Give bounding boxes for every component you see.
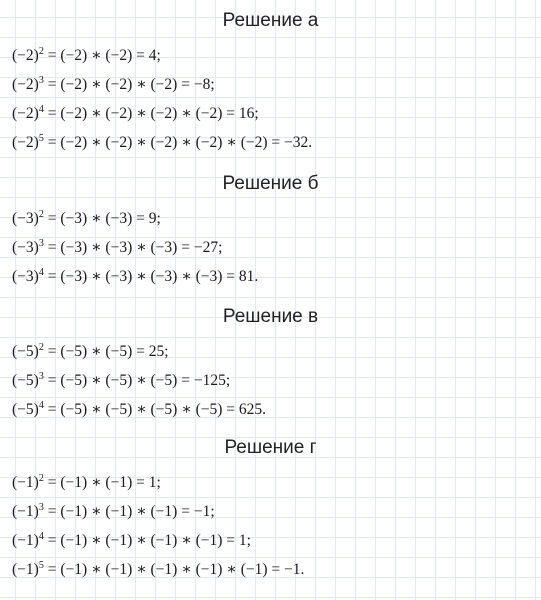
power-base: (−1) [12,532,39,549]
equation-line [0,366,541,395]
equation-rhs: = (−2) ∗ (−2) ∗ (−2) ∗ (−2) ∗ (−2) = −32. [43,134,313,151]
power-exponent: 2 [38,342,44,353]
equation-rhs: = (−1) ∗ (−1) = 1; [43,474,161,491]
power-base: (−3) [12,239,39,256]
power-base: (−5) [12,343,39,360]
power-exponent: 2 [38,46,44,57]
equation-rhs: = (−5) ∗ (−5) ∗ (−5) ∗ (−5) = 625. [43,401,267,418]
solution-section-a [0,8,541,157]
equation-list [0,468,541,584]
equation-rhs: = (−2) ∗ (−2) ∗ (−2) ∗ (−2) = 16; [43,105,259,122]
power-exponent: 5 [38,133,44,144]
solution-section-g [0,435,541,584]
power-exponent: 3 [38,75,44,86]
equation-line [0,468,541,497]
power-exponent: 4 [38,531,44,542]
power-base: (−5) [12,372,39,389]
power-exponent: 3 [38,502,44,513]
power-base: (−1) [12,561,39,578]
power-base: (−2) [12,134,39,151]
power-exponent: 3 [38,371,44,382]
equation-line [0,555,541,584]
power-exponent: 4 [38,104,44,115]
equation-line [0,41,541,70]
equation-line [0,128,541,157]
section-heading: Решение в [222,306,319,327]
power-base: (−1) [12,474,39,491]
equation-rhs: = (−3) ∗ (−3) = 9; [43,210,161,227]
power-base: (−5) [12,401,39,418]
equation-rhs: = (−3) ∗ (−3) ∗ (−3) ∗ (−3) = 81. [43,268,259,285]
equation-list [0,41,541,157]
equation-rhs: = (−2) ∗ (−2) = 4; [43,47,161,64]
equation-line [0,395,541,424]
equation-line [0,337,541,366]
equation-line [0,526,541,555]
equation-line [0,262,541,291]
solution-section-v [0,304,541,424]
equation-rhs: = (−1) ∗ (−1) ∗ (−1) = −1; [43,503,215,520]
solution-section-b [0,171,541,291]
power-exponent: 5 [38,560,44,571]
equation-rhs: = (−5) ∗ (−5) = 25; [43,343,169,360]
power-exponent: 4 [38,400,44,411]
equation-list [0,204,541,291]
equation-rhs: = (−2) ∗ (−2) ∗ (−2) = −8; [43,76,215,93]
power-base: (−2) [12,47,39,64]
equation-rhs: = (−1) ∗ (−1) ∗ (−1) ∗ (−1) ∗ (−1) = −1. [43,561,305,578]
power-base: (−2) [12,105,39,122]
power-base: (−1) [12,503,39,520]
power-exponent: 4 [38,267,44,278]
power-base: (−3) [12,210,39,227]
power-base: (−3) [12,268,39,285]
power-exponent: 3 [38,238,44,249]
equation-line [0,99,541,128]
equation-line [0,497,541,526]
section-heading: Решение г [224,437,317,458]
equation-list [0,337,541,424]
equation-line [0,204,541,233]
equation-line [0,70,541,99]
power-exponent: 2 [38,473,44,484]
section-heading: Решение б [222,173,319,194]
equation-line [0,233,541,262]
equation-rhs: = (−1) ∗ (−1) ∗ (−1) ∗ (−1) = 1; [43,532,251,549]
equation-rhs: = (−5) ∗ (−5) ∗ (−5) = −125; [43,372,231,389]
power-exponent: 2 [38,209,44,220]
equation-rhs: = (−3) ∗ (−3) ∗ (−3) = −27; [43,239,223,256]
power-base: (−2) [12,76,39,93]
section-heading: Решение а [222,10,319,31]
